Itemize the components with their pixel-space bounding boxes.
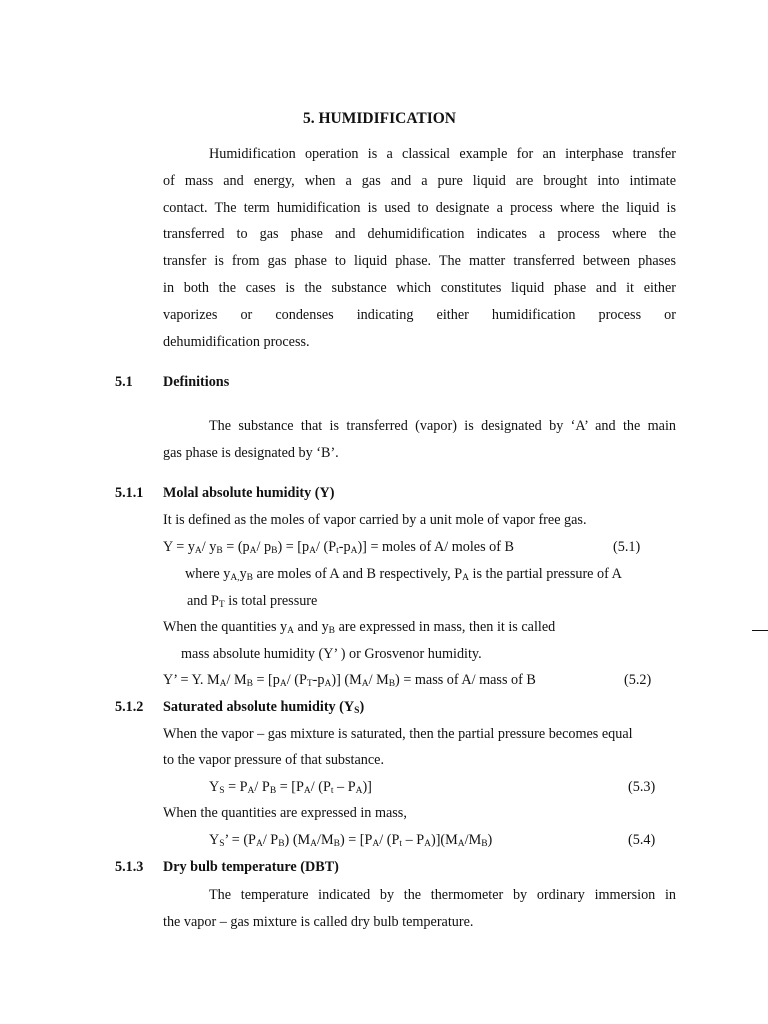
where-line: where $y_{A,}y_B$ are moles of A and B respectively, $P_A$ is the partial pressure of A: [185, 566, 622, 583]
page-title: 5. HUMIDIFICATION: [303, 110, 456, 127]
text-line: transfer is from gas phase to liquid phase. The matter transferred between phases: [163, 253, 676, 270]
equation-number: (5.1): [613, 539, 641, 555]
mass-line: When the quantities $y_A$ and $y_B$ are expressed in mass, then it is called: [163, 619, 556, 636]
text-line: of mass and energy, when a gas and a pure liquid are brought into intimate: [163, 172, 676, 189]
text-line: transferred to gas phase and dehumidification indicates a process where the: [163, 226, 676, 243]
text-line: When the quantities are expressed in mass,: [163, 805, 407, 821]
text-line: The temperature indicated by the thermometer by ordinary immersion in: [209, 887, 676, 903]
text-line: the vapor – gas mixture is called dry bulb temperature.: [163, 913, 474, 930]
text-span: where y: [185, 566, 231, 582]
equation-number: (5.4): [628, 832, 656, 848]
text-span: and P: [187, 593, 219, 609]
text-span: and y: [293, 619, 329, 635]
section-number: 5.1.2: [115, 699, 144, 715]
mass-line-2: mass absolute humidity (Y’ ) or Grosvenor humidity.: [181, 646, 482, 662]
text-span: are moles of A and B respectively, P: [253, 566, 463, 582]
text-line: gas phase is designated by ‘B’.: [163, 444, 339, 461]
text-line: When the vapor – gas mixture is saturated, then the partial pressure becomes equal: [163, 726, 633, 742]
margin-rule: [752, 630, 768, 631]
text-line: in both the cases is the substance which constitutes liquid phase and it either: [163, 279, 676, 296]
definition-text: It is defined as the moles of vapor carried by a unit mole of vapor free gas.: [163, 512, 587, 528]
section-number: 5.1: [115, 374, 133, 390]
section-heading: Molal absolute humidity (Y): [163, 485, 335, 501]
section-heading: Definitions: [163, 374, 230, 390]
equation-number: (5.3): [628, 779, 656, 795]
equation-5-2: Y’ = Y. $M_A/$ $M_B = [p_A/$ $(P_T-p_A)$] ($M_A/$ $M_B$) = mass of A/ mass of B: [163, 672, 536, 689]
section-number: 5.1.3: [115, 859, 144, 875]
section-heading: Dry bulb temperature (DBT): [163, 859, 339, 875]
definitions-paragraph: [163, 413, 676, 467]
equation-text: = mass of A/ mass of B: [399, 672, 536, 688]
text-span: are expressed in mass, then it is called: [335, 619, 556, 635]
equation-5-1: $Y = y_A/$ $y_B = (p_A/$ $p_B) = [p_A/$ $(P_t-p_A)$] = moles of A/ moles of B: [163, 539, 515, 556]
equation-5-3: $Y_S = P_A/$ $P_B = [P_A/$ $(P_t - P_A)$]: [209, 779, 372, 796]
text-line: The substance that is transferred (vapor) is designated by ‘A’ and the main: [209, 418, 676, 434]
and-line: and $P_T$ is total pressure: [187, 593, 318, 610]
equation-text: = moles of A/ moles of B: [366, 539, 515, 555]
section-heading: Saturated absolute humidity $(Y_S)$: [163, 699, 365, 716]
text-line: vaporizes or condenses indicating either humidification process or: [163, 306, 676, 323]
text-line: dehumidification process.: [163, 333, 310, 350]
intro-paragraph: [163, 141, 676, 355]
text-line: to the vapor pressure of that substance.: [163, 752, 385, 768]
equation-number: (5.2): [624, 672, 652, 688]
text-span: When the quantities y: [163, 619, 288, 635]
heading-text: Saturated absolute humidity (Y: [163, 699, 355, 715]
text-span: is the partial pressure of A: [468, 566, 622, 582]
section-number: 5.1.1: [115, 485, 144, 501]
text-line: contact. The term humidification is used to designate a process where the liquid is: [163, 199, 676, 216]
equation-5-4: $Y_S$’ = ($P_A/$ $P_B$) $(M_A/M_B) = [P_A/$ $(P_t - P_A)](M_A/M_B)$: [209, 832, 493, 849]
text-line: Humidification operation is a classical example for an interphase transfer: [209, 146, 676, 162]
text-span: is total pressure: [224, 593, 318, 609]
dbt-paragraph: [163, 882, 676, 936]
